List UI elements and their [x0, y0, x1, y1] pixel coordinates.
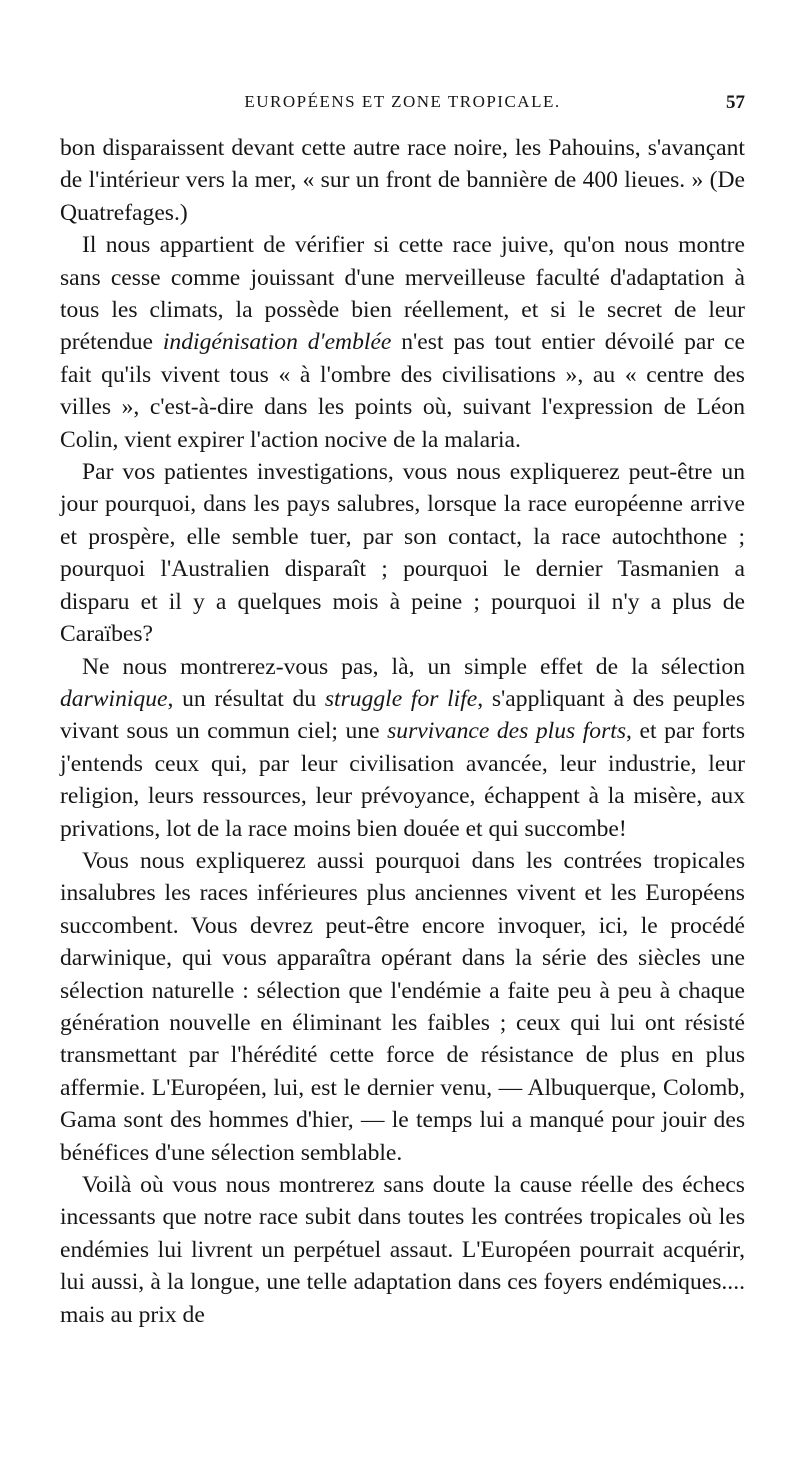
italic-term-darwinique: darwinique: [60, 685, 168, 712]
italic-term-survivance: survivance des plus forts: [387, 718, 627, 745]
running-title: EUROPÉENS ET ZONE TROPICALE.: [244, 92, 561, 111]
page-header: [60, 92, 745, 122]
paragraph-2-text-a: Il nous appartient de vérifier si cette race juive, qu'on nous montre sans cesse comme jouissant d'une merveilleuse faculté d'adaptation à tous les climats, la possède bien réellement, et si le secret de leur prétendue: [60, 232, 745, 356]
paragraph-2-text-b: n'est pas tout entier dévoilé par ce fait qu'ils vivent tous « à l'ombre des civilisations », au « centre des villes », c'est-à-dire dans les points où, suivant l'expression de Léon Colin, vient expirer l'action nocive de la malaria.: [60, 329, 745, 453]
paragraph-4-text-c: , s'appliquant à des peuples vivant sous un commun ciel; une: [60, 685, 745, 745]
italic-term-struggle-for-life: struggle for life: [324, 685, 478, 712]
paragraph-4: [60, 651, 745, 845]
paragraph-5: Vous nous expliquerez aussi pourquoi dans les contrées tropicales insalubres les races inférieures plus anciennes vivent et les Européens succombent. Vous devrez peut-être encore invoquer, ici, le procédé darwinique, qui vous apparaîtra opérant dans la série des siècles une sélection naturelle : sélection que l'endémie a faite peu à peu à chaque génération nouvelle en éliminant les faibles ; ceux qui lui ont résisté transmettant par l'hérédité cette force de résistance de plus en plus affermie. L'Européen, lui, est le dernier venu, — Albuquerque, Colomb, Gama sont des hommes d'hier, — le temps lui a manqué pour jouir des bénéfices d'une sélection semblable.: [60, 847, 745, 1166]
body-text: [60, 132, 745, 1331]
paragraph-2: [60, 229, 745, 456]
paragraph-4-text-d: , et par forts j'entends ceux qui, par leur civilisation avancée, leur industrie, leur religion, leurs ressources, leur prévoyance, échappent à la misère, aux privations, lot de la race moins bien douée et qui succombe!: [60, 718, 745, 842]
paragraph-6: Voilà où vous nous montrerez sans doute la cause réelle des échecs incessants que notre race subit dans toutes les contrées tropicales où les endémies lui livrent un perpétuel assaut. L'Européen pourrait acquérir, lui aussi, à la longue, une telle adaptation dans ces foyers endémiques.... mais au prix de: [60, 1172, 745, 1328]
italic-term-indigenisation: indigénisation d'emblée: [162, 329, 392, 356]
paragraph-1: bon disparaissent devant cette autre race noire, les Pahouins, s'avançant de l'intérieur vers la mer, « sur un front de bannière de 400 lieues. » (De Quatrefages.): [60, 135, 745, 226]
paragraph-4-text-a: Ne nous montrerez-vous pas, là, un simple effet de la sélection: [82, 653, 745, 680]
paragraph-4-text-b: , un résultat du: [167, 685, 325, 712]
paragraph-3: Par vos patientes investigations, vous nous expliquerez peut-être un jour pourquoi, dans les pays salubres, lorsque la race européenne arrive et prospère, elle semble tuer, par son contact, la race autochthone ; pourquoi l'Australien disparaît ; pourquoi le dernier Tasmanien a disparu et il y a quelques mois à peine ; pourquoi il n'y a plus de Caraïbes?: [60, 459, 745, 648]
page-number: 57: [726, 92, 745, 113]
